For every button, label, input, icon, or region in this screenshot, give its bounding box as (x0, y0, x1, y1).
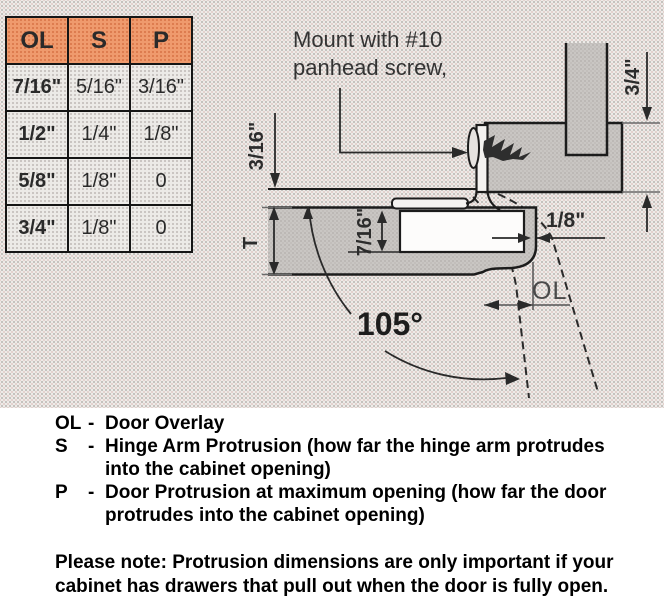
dim-label-overlay: OL (532, 277, 568, 305)
cell-s: 1/8" (68, 158, 130, 205)
legend-item-ol (55, 412, 633, 435)
cell-ol: 5/8" (6, 158, 68, 205)
cell-s: 5/16" (68, 64, 130, 111)
cell-p: 3/16" (130, 64, 192, 111)
legend-term: OL (55, 413, 82, 434)
cell-ol: 1/2" (6, 111, 68, 158)
dim-label-3-4: 3/4" (622, 58, 644, 96)
protrusion-note: Please note: Protrusion dimensions are only important if your cabinet has drawers that pull out when the door is fully open. (55, 552, 614, 597)
legend (55, 412, 633, 527)
legend-separator: - (88, 413, 95, 434)
legend-description: Door Protrusion at maximum opening (how far the door protrudes into the cabinet opening) (105, 482, 607, 526)
column-header-p: P (130, 17, 192, 64)
callout-leader-line (340, 88, 452, 153)
table-header-row (6, 17, 192, 64)
legend-separator: - (88, 482, 95, 503)
table-row (6, 64, 192, 111)
cell-s: 1/4" (68, 111, 130, 158)
table-row (6, 158, 192, 205)
mount-screw-callout (293, 26, 447, 82)
callout-line-1: Mount with #10 (293, 27, 443, 52)
cell-p: 0 (130, 205, 192, 252)
overlay-spec-table (5, 16, 193, 253)
table-row (6, 111, 192, 158)
cell-p: 0 (130, 158, 192, 205)
legend-term: S (55, 436, 68, 457)
cell-ol: 3/4" (6, 205, 68, 252)
legend-separator: - (88, 436, 95, 457)
dim-label-3-16: 3/16" (246, 121, 268, 171)
cell-ol: 7/16" (6, 64, 68, 111)
legend-item-p (55, 481, 633, 527)
column-header-ol: OL (6, 17, 68, 64)
table-row (6, 205, 192, 252)
hinge-cup-flange (392, 199, 468, 209)
opening-angle-label: 105° (356, 306, 424, 342)
dim-label-1-8: 1/8" (546, 209, 586, 232)
column-header-s: S (68, 17, 130, 64)
cell-p: 1/8" (130, 111, 192, 158)
dim-label-door-thickness: T (240, 236, 262, 250)
dim-label-7-16: 7/16" (354, 207, 376, 257)
cabinet-side-panel (566, 43, 607, 155)
cell-s: 1/8" (68, 205, 130, 252)
legend-description: Door Overlay (105, 413, 225, 434)
legend-item-s (55, 435, 633, 481)
callout-line-2: panhead screw, (293, 55, 448, 80)
dimension-3-16 (270, 113, 280, 188)
hinge-cup-pocket (400, 211, 524, 252)
legend-description: Hinge Arm Protrusion (how far the hinge arm protrudes into the cabinet opening) (105, 436, 605, 480)
legend-term: P (55, 482, 68, 503)
callout-leader-arrowhead (452, 147, 468, 158)
